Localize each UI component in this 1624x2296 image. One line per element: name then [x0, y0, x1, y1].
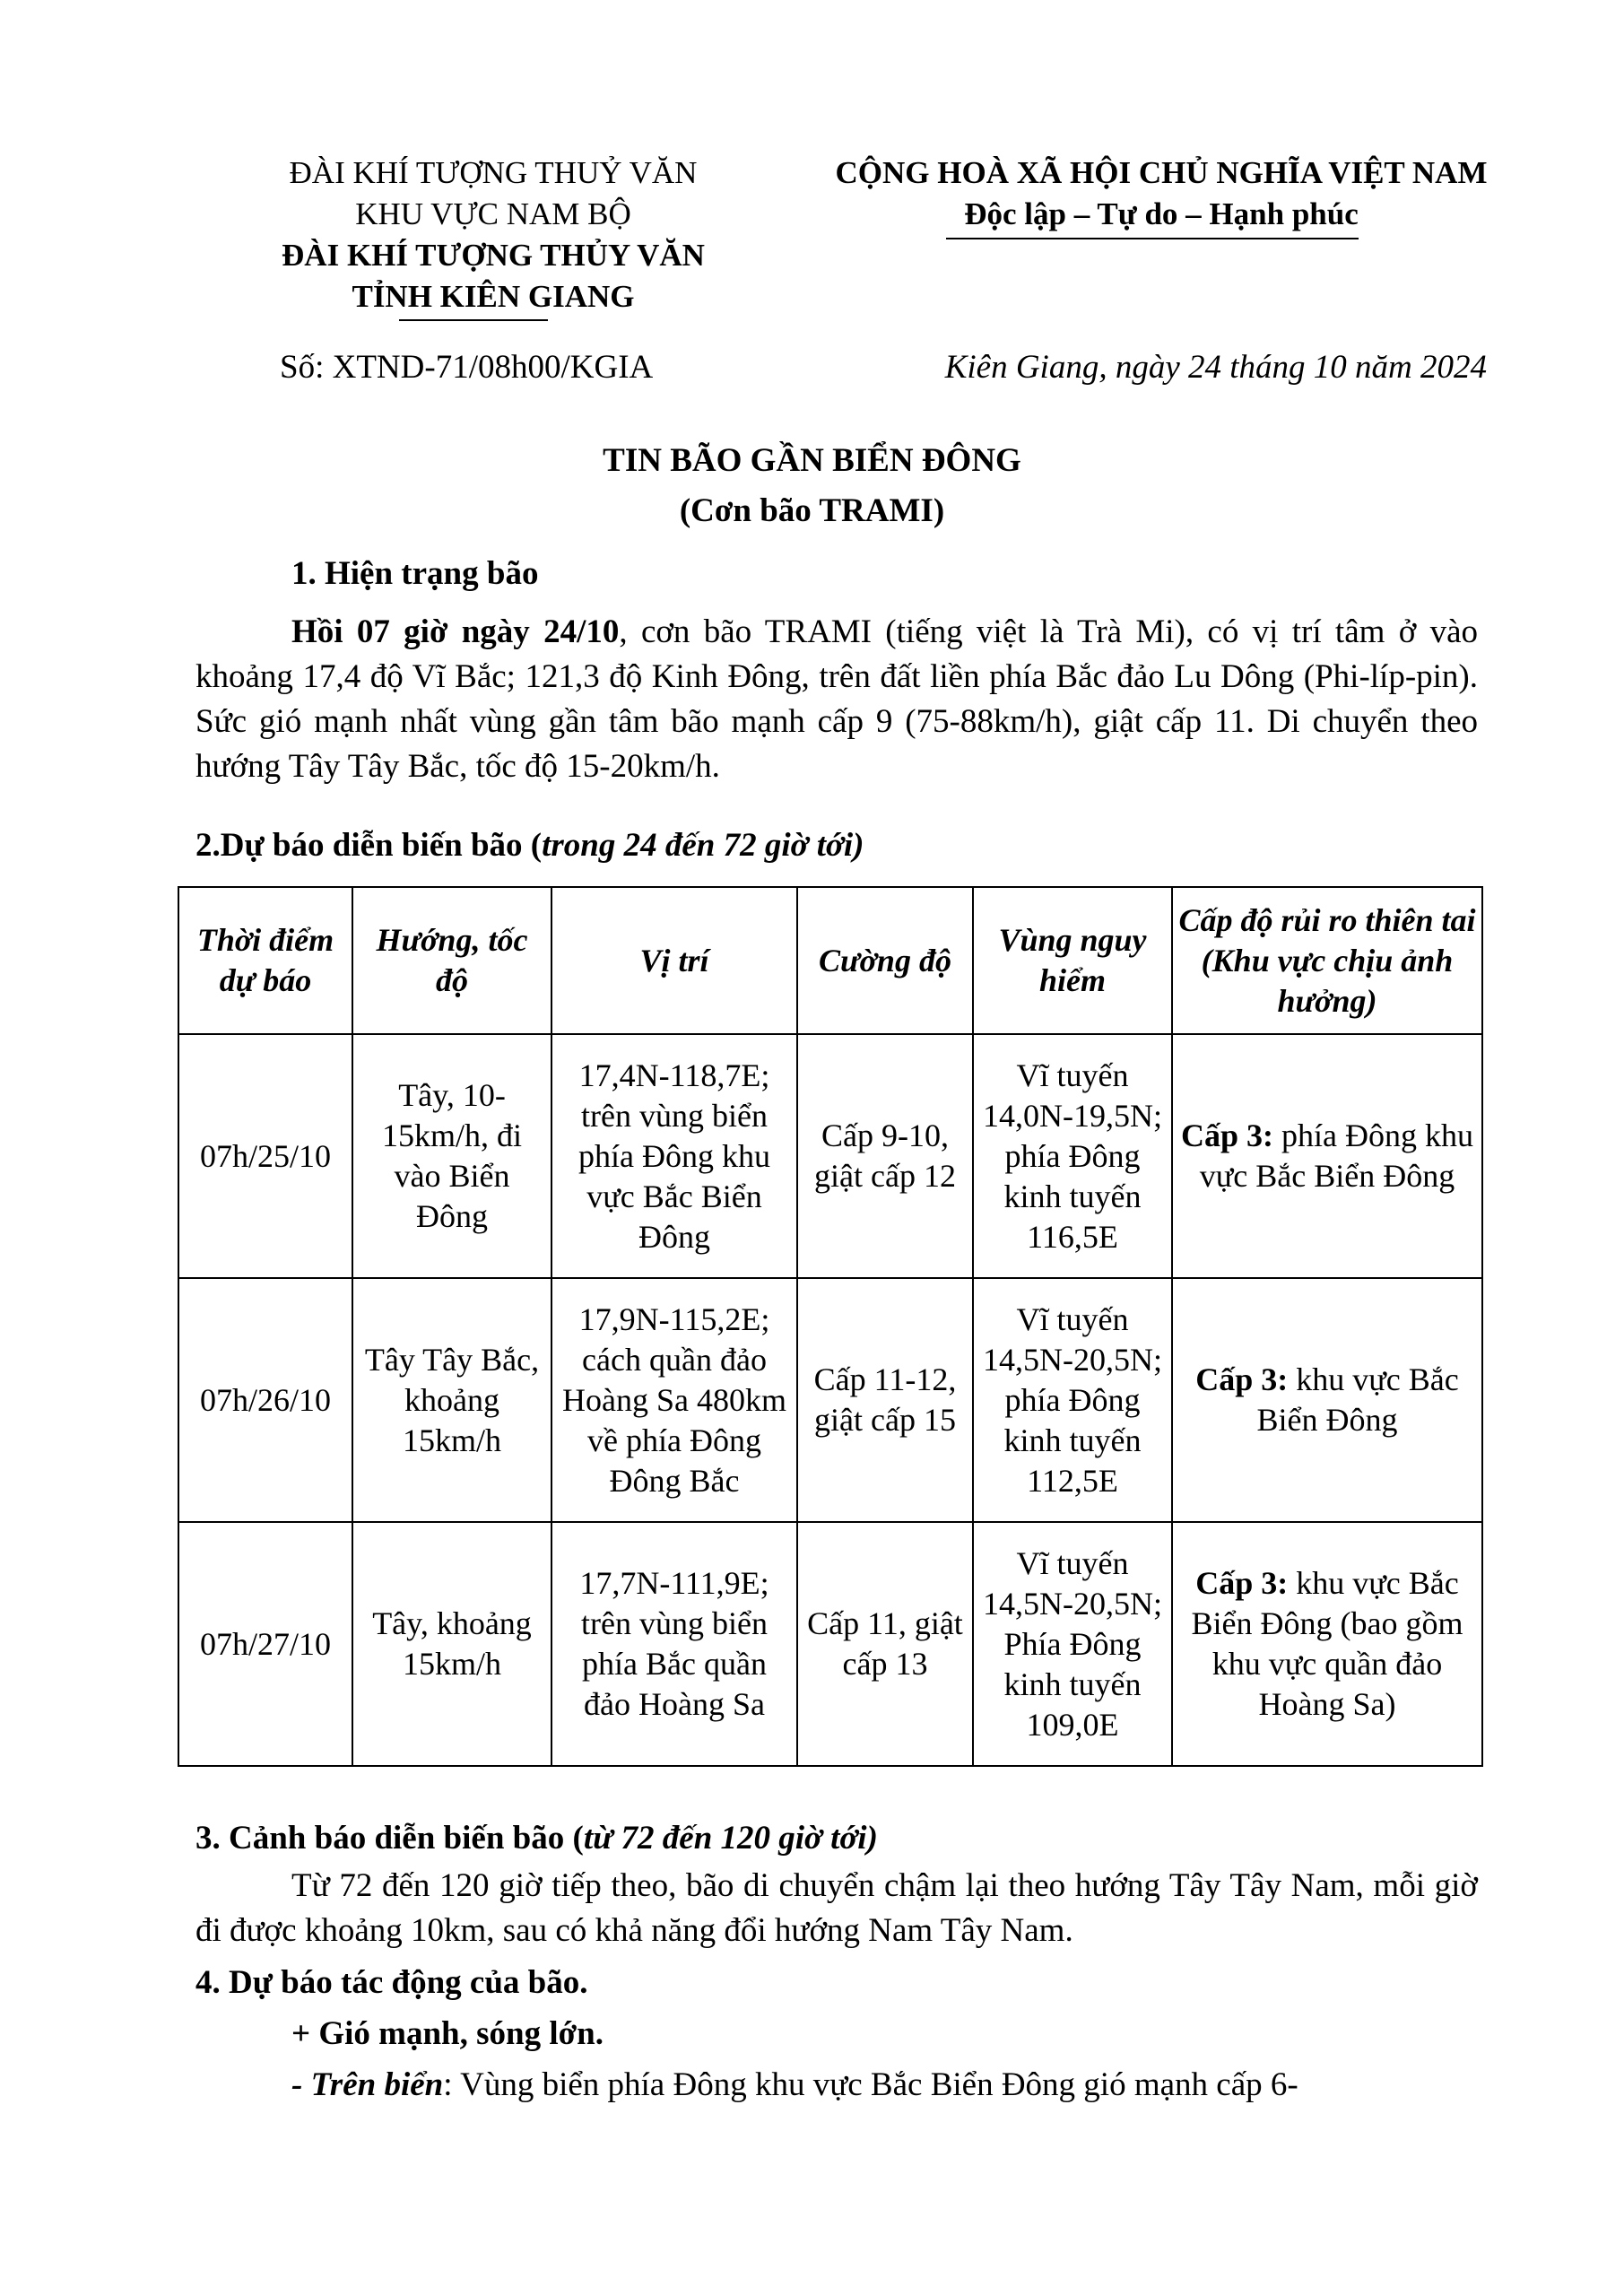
document-title: TIN BÃO GẦN BIỂN ĐÔNG	[603, 442, 1021, 479]
cell-danger-zone: Vĩ tuyến 14,5N-20,5N; Phía Đông kinh tuyến 109,0E	[973, 1522, 1172, 1766]
risk-level-label: Cấp 3:	[1195, 1565, 1289, 1601]
sea-label: - Trên biển	[291, 2066, 444, 2103]
cell-time: 07h/25/10	[178, 1034, 352, 1278]
document-number: Số: XTND-71/08h00/KGIA	[280, 349, 654, 386]
table-header-row	[178, 887, 1482, 1034]
place-date: Kiên Giang, ngày 24 tháng 10 năm 2024	[944, 349, 1487, 386]
section-2-heading	[195, 823, 864, 867]
section-3-heading-italic: từ 72 đến 120 giờ tới)	[583, 1820, 878, 1857]
cell-time: 07h/27/10	[178, 1522, 352, 1766]
agency-underline	[399, 319, 548, 321]
risk-level-text: khu vực Bắc Biển Đông (bao gồm khu vực quần đảo Hoàng Sa)	[1191, 1565, 1463, 1722]
section-1-lead: Hồi 07 giờ ngày 24/10	[291, 613, 620, 650]
section-1-heading: 1. Hiện trạng bão	[291, 555, 539, 592]
cell-direction: Tây, 10-15km/h, đi vào Biển Đông	[352, 1034, 551, 1278]
motto-underline	[946, 238, 1359, 239]
risk-level-text: phía Đông khu vực Bắc Biển Đông	[1199, 1118, 1473, 1194]
column-header-time: Thời điểm dự báo	[178, 887, 352, 1034]
cell-position: 17,4N-118,7E; trên vùng biển phía Đông khu vực Bắc Biển Đông	[551, 1034, 797, 1278]
column-header-risk-level: Cấp độ rủi ro thiên tai (Khu vực chịu ảnh hưởng)	[1172, 887, 1482, 1034]
cell-danger-zone: Vĩ tuyến 14,0N-19,5N; phía Đông kinh tuyến 116,5E	[973, 1034, 1172, 1278]
sea-text: : Vùng biển phía Đông khu vực Bắc Biển Đông gió mạnh cấp 6-	[443, 2066, 1298, 2103]
risk-level-label: Cấp 3:	[1195, 1361, 1289, 1397]
section-3-heading-text: 3. Cảnh báo diễn biến bão (	[195, 1820, 584, 1857]
section-2-heading-italic: trong 24 đến 72 giờ tới)	[542, 827, 864, 864]
forecast-table	[178, 886, 1483, 1767]
cell-direction: Tây Tây Bắc, khoảng 15km/h	[352, 1278, 551, 1522]
section-4-heading: 4. Dự báo tác động của bão.	[195, 1964, 588, 2001]
agency-block	[206, 152, 780, 317]
column-header-danger-zone: Vùng nguy hiểm	[973, 887, 1172, 1034]
cell-risk-level	[1172, 1034, 1482, 1278]
agency-line-4: TỈNH KIÊN GIANG	[352, 279, 635, 314]
section-1-text: , cơn bão TRAMI (tiếng việt là Trà Mi), có vị trí tâm ở vào khoảng 17,4 độ Vĩ Bắc; 121,3 độ Kinh Đông, trên đất liền phía Bắc đảo Lu Dông (Phi-líp-pin). Sức gió mạnh nhất vùng gần tâm bão mạnh cấp 9 (75-88km/h), giật cấp 11. Di chuyển theo hướng Tây Tây Bắc, tốc độ 15-20km/h.	[195, 613, 1478, 785]
table-row	[178, 1522, 1482, 1766]
section-4-subheading: + Gió mạnh, sóng lớn.	[291, 2015, 604, 2052]
agency-line-3: ĐÀI KHÍ TƯỢNG THỦY VĂN	[282, 238, 705, 273]
cell-position: 17,7N-111,9E; trên vùng biển phía Bắc quần đảo Hoàng Sa	[551, 1522, 797, 1766]
risk-level-label: Cấp 3:	[1181, 1118, 1274, 1153]
cell-danger-zone: Vĩ tuyến 14,5N-20,5N; phía Đông kinh tuyến 112,5E	[973, 1278, 1172, 1522]
agency-line-2: KHU VỰC NAM BỘ	[355, 196, 631, 231]
risk-level-text: khu vực Bắc Biển Đông	[1256, 1361, 1459, 1438]
cell-position: 17,9N-115,2E; cách quần đảo Hoàng Sa 480km về phía Đông Đông Bắc	[551, 1278, 797, 1522]
section-3-heading	[195, 1816, 878, 1860]
section-1-paragraph	[195, 610, 1478, 789]
national-motto-block	[789, 152, 1533, 235]
agency-line-1: ĐÀI KHÍ TƯỢNG THUỶ VĂN	[289, 155, 698, 190]
table-row	[178, 1034, 1482, 1278]
cell-direction: Tây, khoảng 15km/h	[352, 1522, 551, 1766]
cell-intensity: Cấp 11, giật cấp 13	[797, 1522, 973, 1766]
cell-risk-level	[1172, 1522, 1482, 1766]
motto: Độc lập – Tự do – Hạnh phúc	[964, 196, 1359, 231]
country-name: CỘNG HOÀ XÃ HỘI CHỦ NGHĨA VIỆT NAM	[835, 155, 1488, 190]
section-3-paragraph: Từ 72 đến 120 giờ tiếp theo, bão di chuyển chậm lại theo hướng Tây Tây Nam, mỗi giờ đi được khoảng 10km, sau có khả năng đổi hướng Nam Tây Nam.	[195, 1867, 1478, 1949]
cell-time: 07h/26/10	[178, 1278, 352, 1522]
column-header-direction: Hướng, tốc độ	[352, 887, 551, 1034]
column-header-intensity: Cường độ	[797, 887, 973, 1034]
cell-intensity: Cấp 9-10, giật cấp 12	[797, 1034, 973, 1278]
document-subtitle: (Cơn bão TRAMI)	[679, 492, 945, 529]
section-4-sea-line	[291, 2063, 1484, 2107]
cell-risk-level	[1172, 1278, 1482, 1522]
column-header-position: Vị trí	[551, 887, 797, 1034]
section-2-heading-text: 2.Dự báo diễn biến bão (	[195, 827, 543, 864]
table-row	[178, 1278, 1482, 1522]
cell-intensity: Cấp 11-12, giật cấp 15	[797, 1278, 973, 1522]
